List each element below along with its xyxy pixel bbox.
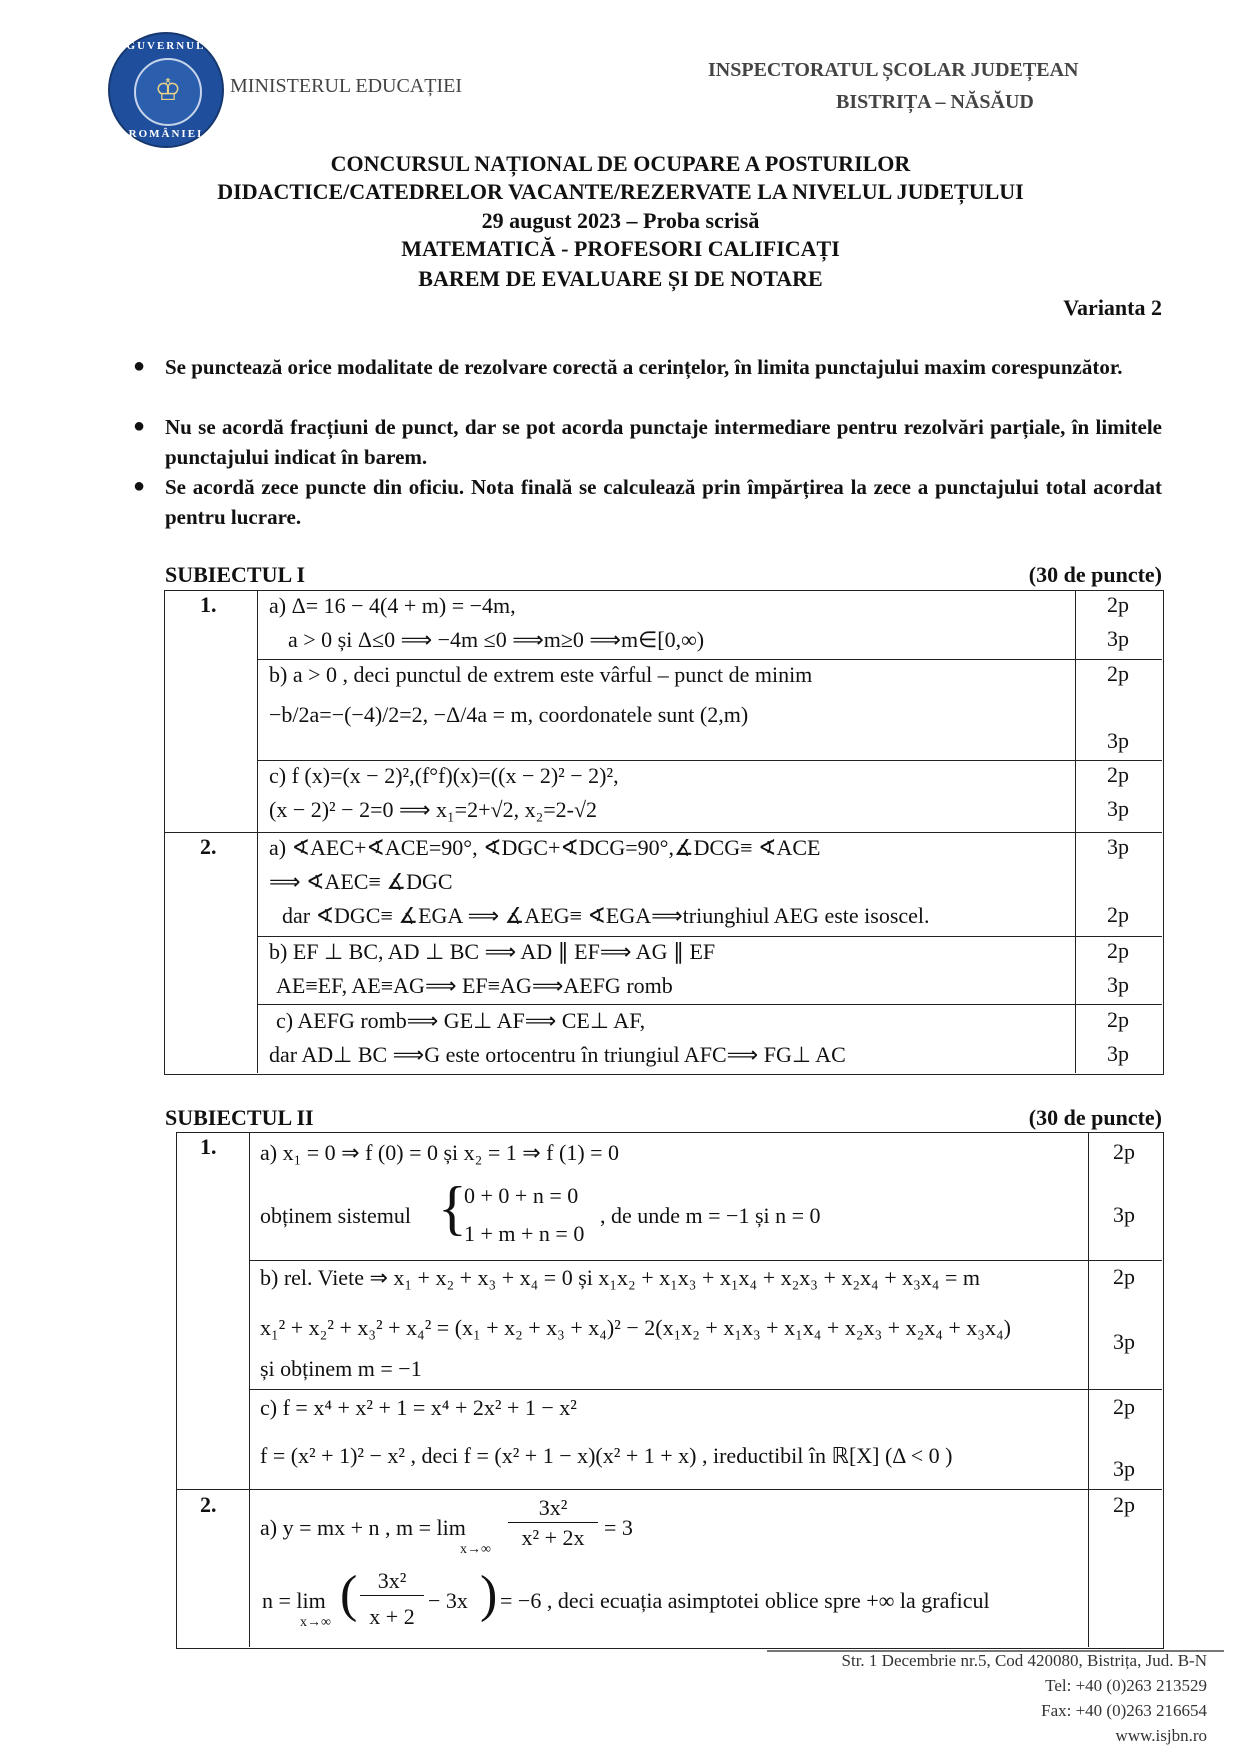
solution-line: a) Δ= 16 − 4(4 + m) = −4m, bbox=[269, 593, 516, 618]
bullet-icon: ● bbox=[133, 355, 146, 377]
doc-title-line2: DIDACTICE/CATEDRELOR VACANTE/REZERVATE LA NIVELUL JUDEȚULUI bbox=[217, 179, 1024, 204]
points: 3p bbox=[1107, 1041, 1129, 1066]
solution-line: dar ∢DGC≡ ∡EGA ⟹ ∡AEG≡ ∢EGA⟹triunghiul AEG este isoscel. bbox=[282, 903, 930, 928]
doc-title-line1: CONCURSUL NAȚIONAL DE OCUPARE A POSTURILOR bbox=[330, 151, 911, 176]
solution-line: c) f (x)=(x − 2)²,(f°f)(x)=((x − 2)² − 2)², bbox=[269, 763, 619, 788]
item-number: 1. bbox=[200, 1134, 217, 1159]
points: 2p bbox=[1113, 1492, 1135, 1517]
solution-line: ⟹ ∢AEC≡ ∡DGC bbox=[269, 869, 453, 894]
points: 3p bbox=[1113, 1202, 1135, 1227]
solution-line: b) rel. Viete ⇒ x₁ + x₂ + x₃ + x₄ = 0 și x₁x₂ + x₁x₃ + x₁x₄ + x₂x₃ + x₂x₄ + x₃x₄ = m bbox=[260, 1265, 980, 1290]
item-number: 2. bbox=[200, 834, 217, 859]
points: 2p bbox=[1107, 762, 1129, 787]
points: 2p bbox=[1113, 1264, 1135, 1289]
points: 3p bbox=[1107, 834, 1129, 859]
solution-line: b) a > 0 , deci punctul de extrem este vârful – punct de minim bbox=[269, 662, 813, 687]
solution-line: dar AD⊥ BC ⟹G este ortocentru în triungiul AFC⟹ FG⊥ AC bbox=[269, 1042, 846, 1067]
logo-text-top: GUVERNUL bbox=[126, 40, 206, 52]
solution-line: b) EF ⊥ BC, AD ⊥ BC ⟹ AD ∥ EF⟹ AG ∥ EF bbox=[269, 939, 716, 964]
fraction-numerator: 3x² bbox=[508, 1494, 598, 1523]
points: 3p bbox=[1107, 796, 1129, 821]
solution-line: AE≡EF, AE≡AG⟹ EF≡AG⟹AEFG romb bbox=[276, 973, 673, 998]
doc-title-date: 29 august 2023 – Proba scrisă bbox=[481, 208, 760, 233]
brace-icon: { bbox=[438, 1175, 467, 1241]
points: 3p bbox=[1107, 728, 1129, 753]
bullet-icon: ● bbox=[133, 415, 146, 437]
doc-title-barem: BAREM DE EVALUARE ȘI DE NOTARE bbox=[418, 266, 823, 291]
divider bbox=[176, 1489, 1162, 1490]
system-equation: 1 + m + n = 0 bbox=[464, 1221, 585, 1246]
points: 2p bbox=[1113, 1139, 1135, 1164]
solution-line: = 3 bbox=[604, 1515, 633, 1540]
solution-line: n = lim bbox=[262, 1588, 326, 1613]
points: 2p bbox=[1107, 661, 1129, 686]
points: 3p bbox=[1113, 1329, 1135, 1354]
ministry-name: MINISTERUL EDUCAȚIEI bbox=[230, 75, 463, 97]
instruction: Nu se acordă fracțiuni de punct, dar se pot acorda punctaje intermediare pentru rezolvări parțiale, în limitele punctajului indicat în barem. bbox=[165, 415, 1162, 469]
subject1-title: SUBIECTUL I bbox=[165, 562, 306, 587]
subject2-title: SUBIECTUL II bbox=[165, 1105, 314, 1130]
doc-title-subject: MATEMATICĂ - PROFESORI CALIFICAȚI bbox=[401, 236, 840, 261]
fraction-numerator: 3x² bbox=[360, 1567, 424, 1596]
solution-line: (x − 2)² − 2=0 ⟹ x₁=2+√2, x₂=2-√2 bbox=[269, 797, 598, 822]
divider bbox=[164, 832, 1162, 833]
footer-website[interactable]: www.isjbn.ro bbox=[1115, 1726, 1207, 1745]
footer-fax: Fax: +40 (0)263 216654 bbox=[1041, 1701, 1207, 1720]
solution-line: a) x₁ = 0 ⇒ f (0) = 0 și x₂ = 1 ⇒ f (1) = 0 bbox=[260, 1140, 620, 1165]
variant-label: Varianta 2 bbox=[1063, 295, 1162, 320]
solution-line: a) ∢AEC+∢ACE=90°, ∢DGC+∢DCG=90°,∡DCG≡ ∢ACE bbox=[269, 835, 821, 860]
bullet-icon: ● bbox=[133, 475, 146, 497]
solution-line: c) f = x⁴ + x² + 1 = x⁴ + 2x² + 1 − x² bbox=[260, 1395, 577, 1420]
system-equation: 0 + 0 + n = 0 bbox=[464, 1183, 579, 1208]
subject1-points: (30 de puncte) bbox=[1028, 562, 1162, 587]
solution-line: a > 0 și Δ≤0 ⟹ −4m ≤0 ⟹m≥0 ⟹m∈[0,∞) bbox=[288, 627, 705, 652]
subject2-points: (30 de puncte) bbox=[1028, 1105, 1162, 1130]
divider bbox=[257, 760, 1162, 761]
footer-tel: Tel: +40 (0)263 213529 bbox=[1045, 1676, 1207, 1695]
points: 3p bbox=[1107, 626, 1129, 651]
divider bbox=[257, 659, 1162, 660]
solution-line: , de unde m = −1 și n = 0 bbox=[600, 1203, 821, 1228]
solution-line: = −6 , deci ecuația asimptotei oblice spre +∞ la graficul bbox=[500, 1588, 990, 1613]
paren-icon: ) bbox=[480, 1566, 498, 1623]
points: 2p bbox=[1107, 1007, 1129, 1032]
solution-line: c) AEFG romb⟹ GE⊥ AF⟹ CE⊥ AF, bbox=[276, 1008, 646, 1033]
points: 3p bbox=[1107, 972, 1129, 997]
footer-address: Str. 1 Decembrie nr.5, Cod 420080, Bistrița, Jud. B-N bbox=[841, 1651, 1207, 1670]
solution-line: −b/2a=−(−4)/2=2, −Δ/4a = m, coordonatele sunt (2,m) bbox=[269, 702, 749, 727]
solution-line: x₁² + x₂² + x₃² + x₄² = (x₁ + x₂ + x₃ + x₄)² − 2(x₁x₂ + x₁x₃ + x₁x₄ + x₂x₃ + x₂x₄ + x₃x₄) bbox=[260, 1315, 1011, 1340]
points: 2p bbox=[1107, 902, 1129, 927]
divider bbox=[249, 1389, 1162, 1390]
inspectorate-name: INSPECTORATUL ȘCOLAR JUDEȚEAN bbox=[708, 59, 1079, 81]
fraction-denominator: x + 2 bbox=[369, 1604, 415, 1629]
points: 2p bbox=[1107, 592, 1129, 617]
instruction: Se acordă zece puncte din oficiu. Nota finală se calculează prin împărțirea la zece a punctajului total acordat pentru lucrare. bbox=[165, 475, 1162, 529]
limit-subscript: x→∞ bbox=[300, 1615, 331, 1630]
divider bbox=[249, 1260, 1162, 1261]
item-number: 1. bbox=[200, 592, 217, 617]
item-number: 2. bbox=[200, 1492, 217, 1517]
points: 2p bbox=[1107, 938, 1129, 963]
limit-subscript: x→∞ bbox=[460, 1542, 491, 1557]
logo-text-bottom: ROMÂNIEI bbox=[128, 128, 204, 140]
paren-icon: ( bbox=[340, 1566, 358, 1623]
solution-line: obținem sistemul bbox=[260, 1203, 411, 1228]
coat-of-arms-icon: ♔ bbox=[134, 58, 202, 126]
solution-line: și obținem m = −1 bbox=[260, 1356, 422, 1381]
divider bbox=[257, 1004, 1162, 1005]
inspectorate-county: BISTRIȚA – NĂSĂUD bbox=[836, 91, 1034, 113]
government-logo bbox=[108, 32, 224, 148]
points: 2p bbox=[1113, 1394, 1135, 1419]
divider bbox=[257, 936, 1162, 937]
instruction: Se punctează orice modalitate de rezolvare corectă a cerințelor, în limita punctajului maxim corespunzător. bbox=[165, 355, 1123, 379]
solution-line: a) y = mx + n , m = lim bbox=[260, 1515, 466, 1540]
solution-line: f = (x² + 1)² − x² , deci f = (x² + 1 − x)(x² + 1 + x) , ireductibil în ℝ[X] (Δ < 0 ) bbox=[260, 1443, 953, 1468]
points: 3p bbox=[1113, 1456, 1135, 1481]
fraction-denominator: x² + 2x bbox=[521, 1525, 585, 1550]
solution-line: − 3x bbox=[428, 1588, 468, 1613]
